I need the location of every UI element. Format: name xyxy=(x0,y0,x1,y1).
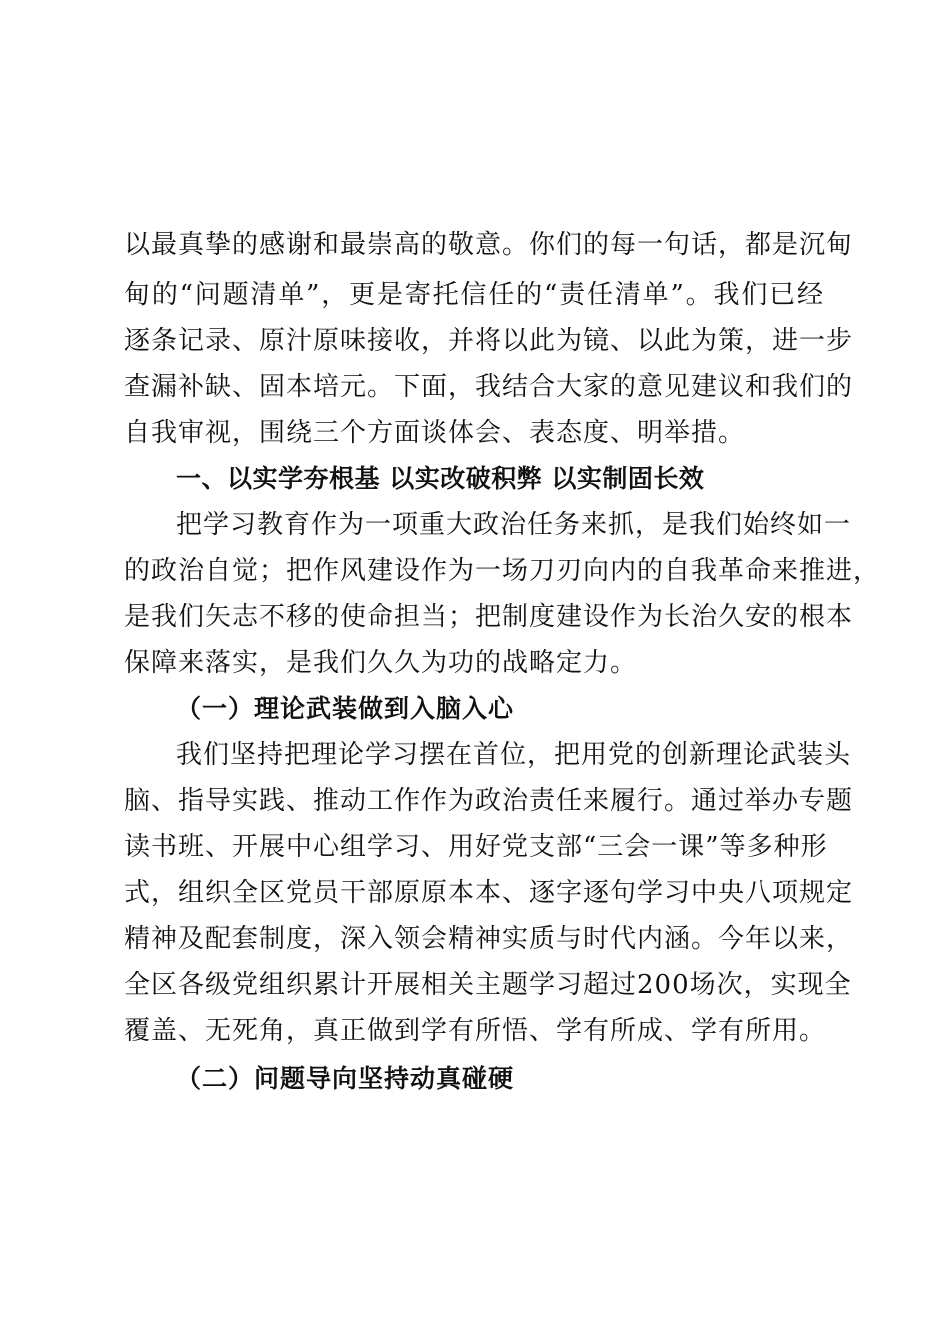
intro-line-5: 自我审视，围绕三个方面谈体会、表态度、明举措。 xyxy=(124,418,746,448)
intro-line-1: 以最真挚的感谢和最崇高的敬意。你们的每一句话，都是沉甸 xyxy=(124,230,854,260)
intro-line-3: 逐条记录、原汁原味接收，并将以此为镜、以此为策，进一步 xyxy=(124,326,854,356)
intro-line-2: 甸的“问题清单”，更是寄托信任的“责任清单”。我们已经 xyxy=(124,280,824,310)
subsection-2-heading: （二）问题导向坚持动真碰硬 xyxy=(176,1064,515,1093)
section-1-line-4: 保障来落实，是我们久久为功的战略定力。 xyxy=(124,648,638,678)
subsection-1-line-7: 覆盖、无死角，真正做到学有所悟、学有所成、学有所用。 xyxy=(124,1016,827,1046)
subsection-1-heading: （一）理论武装做到入脑入心 xyxy=(176,694,515,723)
subsection-1-line-1: 我们坚持把理论学习摆在首位，把用党的创新理论武装头 xyxy=(176,740,852,770)
section-1-line-3: 是我们矢志不移的使命担当；把制度建设作为长治久安的根本 xyxy=(124,602,854,632)
subsection-1-line-2: 脑、指导实践、推动工作作为政治责任来履行。通过举办专题 xyxy=(124,786,854,816)
subsection-1-line-6: 全区各级党组织累计开展相关主题学习超过200场次，实现全 xyxy=(124,970,852,1000)
section-1-heading: 一、以实学夯根基 以实改破积弊 以实制固长效 xyxy=(176,464,705,493)
subsection-1-line-4: 式，组织全区党员干部原原本本、逐字逐句学习中央八项规定 xyxy=(124,878,854,908)
subsection-1-line-3: 读书班、开展中心组学习、用好党支部“三会一课”等多种形 xyxy=(124,832,828,862)
intro-line-4: 查漏补缺、固本培元。下面，我结合大家的意见建议和我们的 xyxy=(124,372,854,402)
section-1-line-1: 把学习教育作为一项重大政治任务来抓，是我们始终如一 xyxy=(176,510,852,540)
section-1-line-2: 的政治自觉；把作风建设作为一场刀刃向内的自我革命来推进， xyxy=(124,556,881,586)
subsection-1-line-5: 精神及配套制度，深入领会精神实质与时代内涵。今年以来， xyxy=(124,924,854,954)
